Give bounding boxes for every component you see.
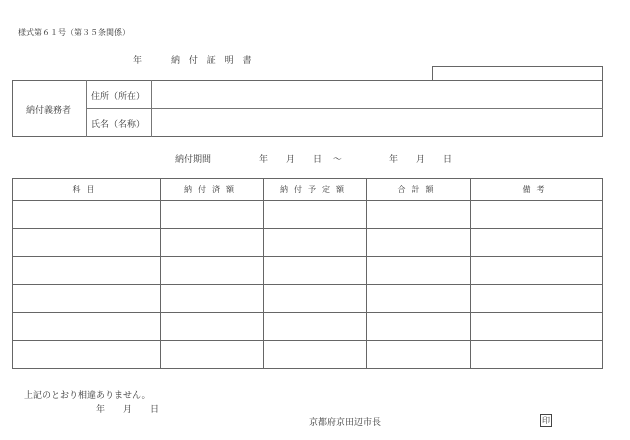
- table-row: [13, 313, 603, 341]
- obligor-label: 納付義務者: [26, 106, 72, 116]
- name-label: 氏名（名称）: [91, 120, 146, 130]
- header-scheduled: 納付予定額: [264, 179, 367, 201]
- header-subject: 科目: [13, 179, 161, 201]
- table-row: [13, 257, 603, 285]
- header-remarks: 備考: [471, 179, 603, 201]
- table-cell[interactable]: [264, 201, 367, 229]
- table-cell[interactable]: [13, 313, 161, 341]
- table-row: [13, 229, 603, 257]
- table-cell[interactable]: [161, 257, 264, 285]
- table-cell[interactable]: [161, 285, 264, 313]
- table-header-row: [13, 179, 603, 201]
- address-field[interactable]: [156, 89, 596, 103]
- period-label: 納付期間: [175, 155, 212, 165]
- table-cell[interactable]: [367, 229, 471, 257]
- certificate-number-box[interactable]: [432, 66, 603, 81]
- table-cell[interactable]: [471, 341, 603, 369]
- table-cell[interactable]: [264, 285, 367, 313]
- table-cell[interactable]: [161, 229, 264, 257]
- title-year: 年: [133, 56, 143, 66]
- header-paid: 納付済額: [161, 179, 264, 201]
- table-cell[interactable]: [161, 341, 264, 369]
- issue-date: 年 月 日: [96, 405, 160, 415]
- table-cell[interactable]: [367, 257, 471, 285]
- table-cell[interactable]: [264, 313, 367, 341]
- table-cell[interactable]: [471, 201, 603, 229]
- table-row: [13, 201, 603, 229]
- address-label: 住所（所在）: [91, 92, 146, 102]
- seal-mark: 印: [542, 416, 550, 425]
- table-cell[interactable]: [264, 257, 367, 285]
- table-row: [13, 341, 603, 369]
- table-cell[interactable]: [161, 201, 264, 229]
- page-title: 納 付 証 明 書: [171, 56, 255, 66]
- table-cell[interactable]: [264, 229, 367, 257]
- payment-table: [12, 178, 603, 369]
- table-cell[interactable]: [367, 285, 471, 313]
- issuer: 京都府京田辺市長: [309, 418, 382, 428]
- statement: 上記のとおり相違ありません。: [24, 391, 151, 401]
- name-field[interactable]: [156, 117, 596, 131]
- table-cell[interactable]: [13, 257, 161, 285]
- table-cell[interactable]: [471, 257, 603, 285]
- table-cell[interactable]: [264, 341, 367, 369]
- table-cell[interactable]: [13, 341, 161, 369]
- table-cell[interactable]: [471, 313, 603, 341]
- period-end: 年 月 日: [389, 155, 453, 165]
- period-start: 年 月 日 〜: [259, 155, 342, 165]
- table-cell[interactable]: [471, 229, 603, 257]
- form-number: 様式第６１号（第３５条関係）: [18, 28, 130, 37]
- table-cell[interactable]: [367, 313, 471, 341]
- divider: [86, 108, 603, 109]
- table-cell[interactable]: [13, 285, 161, 313]
- table-cell[interactable]: [13, 201, 161, 229]
- table-row: [13, 285, 603, 313]
- table-cell[interactable]: [367, 341, 471, 369]
- table-cell[interactable]: [471, 285, 603, 313]
- table-cell[interactable]: [367, 201, 471, 229]
- table-cell[interactable]: [13, 229, 161, 257]
- header-total: 合計額: [367, 179, 471, 201]
- table-cell[interactable]: [161, 313, 264, 341]
